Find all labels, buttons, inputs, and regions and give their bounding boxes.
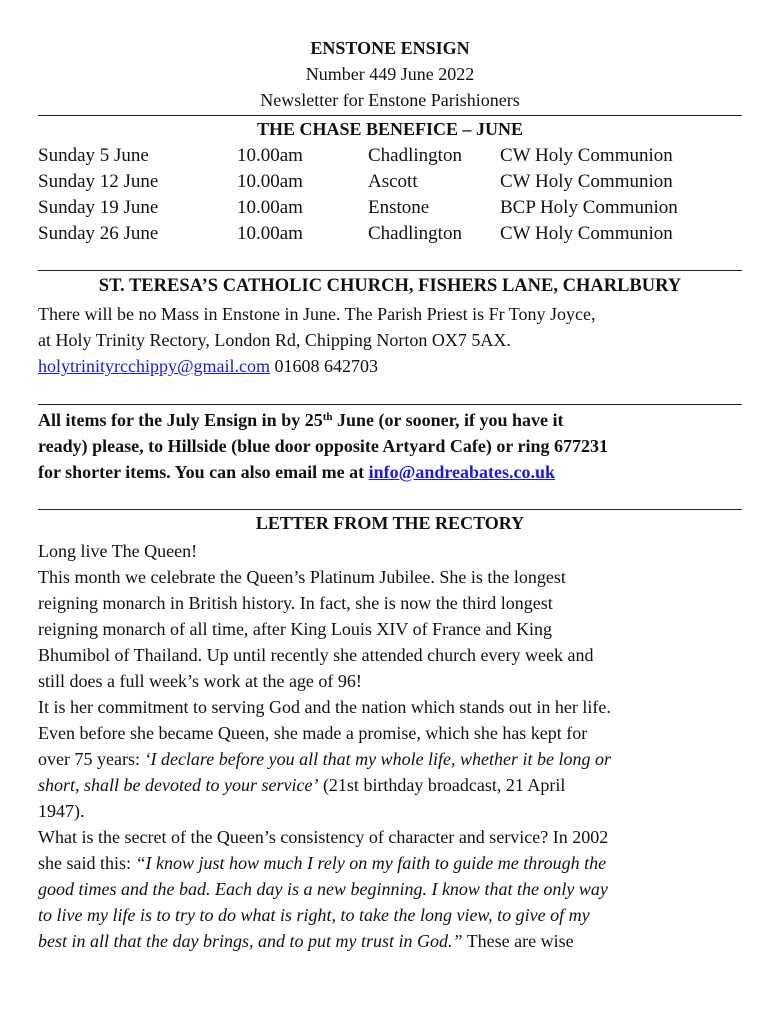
service-type: CW Holy Communion — [500, 171, 673, 192]
benefice-heading: THE CHASE BENEFICE – JUNE — [256, 119, 524, 139]
divider — [38, 404, 742, 405]
quotation: short, shall be devoted to your service’ — [38, 775, 319, 795]
letter-text: (21st birthday broadcast, 21 April — [318, 775, 566, 795]
parish-phone: 01608 642703 — [270, 356, 379, 376]
notice-text: All items for the July Ensign in by 25 — [38, 410, 323, 430]
text-line — [38, 459, 742, 485]
quotation: ‘I declare before you all that my whole life, whether it be long or — [144, 749, 612, 769]
service-time: 10.00am — [237, 197, 303, 218]
service-time: 10.00am — [237, 223, 303, 244]
quotation: good times and the bad. Each day is a new beginning. I know that the only way — [38, 879, 608, 899]
text-line: reigning monarch of all time, after King Louis XIV of France and King — [38, 619, 553, 639]
text-line — [38, 850, 742, 876]
catholic-church-heading: ST. TERESA’S CATHOLIC CHURCH, FISHERS LANE, CHARLBURY — [98, 276, 682, 296]
text-line — [38, 928, 742, 954]
editor-email-link[interactable]: info@andreabates.co.uk — [368, 462, 556, 482]
service-place: Chadlington — [368, 145, 462, 166]
text-line: still does a full week’s work at the age of 96! — [38, 671, 362, 691]
text-line: ready) please, to Hillside (blue door opposite Artyard Cafe) or ring 677231 — [38, 436, 608, 456]
ordinal-suffix: th — [322, 411, 333, 423]
service-day: Sunday 12 June — [38, 171, 159, 192]
text-line: 1947). — [38, 801, 85, 821]
newsletter-title: ENSTONE ENSIGN — [310, 38, 470, 58]
letter-text: she said this: — [38, 853, 136, 873]
notice-text: June (or sooner, if you have it — [332, 410, 564, 430]
text-line: at Holy Trinity Rectory, London Rd, Chipping Norton OX7 5AX. — [38, 330, 511, 350]
service-day: Sunday 19 June — [38, 197, 159, 218]
catholic-church-text — [38, 301, 742, 379]
newsletter-subtitle: Newsletter for Enstone Parishioners — [260, 90, 520, 110]
quotation: best in all that the day brings, and to put my trust in God.” — [38, 931, 463, 951]
text-line: It is her commitment to serving God and the nation which stands out in her life. — [38, 697, 611, 717]
notice-text: for shorter items. You can also email me at — [38, 462, 369, 482]
service-type: BCP Holy Communion — [500, 197, 678, 218]
service-place: Enstone — [368, 197, 430, 218]
quotation: “I know just how much I rely on my faith to guide me through the — [135, 853, 607, 873]
text-line: Long live The Queen! — [38, 541, 198, 561]
service-time: 10.00am — [237, 171, 303, 192]
text-line — [38, 876, 742, 902]
service-type: CW Holy Communion — [500, 223, 673, 244]
text-line — [38, 902, 742, 928]
service-day: Sunday 26 June — [38, 223, 159, 244]
letter-text: These are wise — [462, 931, 574, 951]
text-line: reigning monarch in British history. In fact, she is now the third longest — [38, 593, 553, 613]
contact-line — [38, 353, 742, 379]
text-line: Even before she became Queen, she made a promise, which she has kept for — [38, 723, 588, 743]
service-place: Ascott — [368, 171, 418, 192]
service-type: CW Holy Communion — [500, 145, 673, 166]
service-place: Chadlington — [368, 223, 462, 244]
divider — [38, 270, 742, 271]
parish-email-link[interactable]: holytrinityrcchippy@gmail.com — [38, 356, 271, 376]
text-line — [38, 407, 742, 433]
submission-notice — [38, 407, 742, 485]
text-line — [38, 772, 742, 798]
quotation: to live my life is to try to do what is right, to take the long view, to give of my — [38, 905, 590, 925]
rectory-letter-heading: LETTER FROM THE RECTORY — [255, 513, 525, 533]
service-time: 10.00am — [237, 145, 303, 166]
text-line — [38, 746, 742, 772]
text-line: Bhumibol of Thailand. Up until recently she attended church every week and — [38, 645, 594, 665]
letter-text: over 75 years: — [38, 749, 145, 769]
divider — [38, 115, 742, 116]
text-line: There will be no Mass in Enstone in June. The Parish Priest is Fr Tony Joyce, — [38, 304, 596, 324]
divider — [38, 509, 742, 510]
text-line: This month we celebrate the Queen’s Platinum Jubilee. She is the longest — [38, 567, 566, 587]
service-day: Sunday 5 June — [38, 145, 149, 166]
rectory-letter-body — [38, 538, 742, 954]
issue-number: Number 449 June 2022 — [305, 64, 475, 84]
text-line: What is the secret of the Queen’s consistency of character and service? In 2002 — [38, 827, 609, 847]
